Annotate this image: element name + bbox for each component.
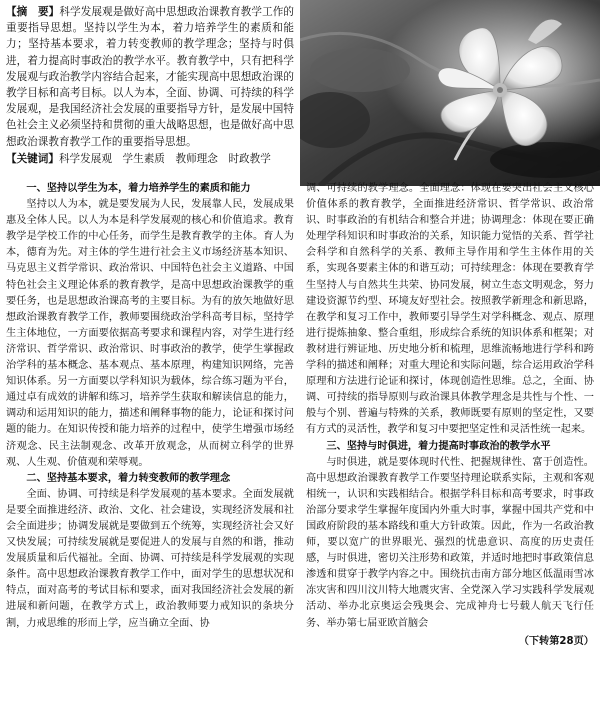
abstract-label: 【摘 要】 <box>6 6 60 18</box>
abstract-text: 科学发展观是做好高中思想政治课教育教学工作的重要指导思想。坚持以学生为本，着力培养学生的素质和能力；坚持基本要求，着力转变教师的教学理念；坚持与时俱进，着力提高时事政治的教学水平。教育教学中，只有把科学发展观与政治教学内容结合起来，才能实现高中思想政治课的教学目标和高考目标。以人为本，全面、协调、可持续的科学发展观，是我国经济社会发展的重要指导方针，是发展中国特色社会主义必须坚持和贯彻的重大战略思想，也是做好高中思想政治课教育教学工作的重要指导思想。 <box>6 6 295 148</box>
flower-photo <box>300 0 600 186</box>
section-1-paragraph: 坚持以人为本，就是要发展为人民，发展靠人民，发展成果惠及全体人民。以人为本是科学发展观的核心和价值追求。教育教学是学校工作的中心任务，而学生是教育教学的主体。育人为本，德育为先。对主体的学生进行社会主义市场经济基本知识、马克思主义哲学常识、政治常识、中国特色社会主义道路、中国特色社会主义理论体系的教育教学，是高中思想政治课教学的重要任务，也是思想政治课高考的主要目标。为有的放矢地做好思想政治课教育教学工作，教师要围绕政治学科高考目标，坚持学生主体地位，一方面要依据高考要求和课程内容，对学生进行经济常识、哲学常识、政治常识、时事政治的教学，使学生掌握政治学科的基本概念、基本观点、基本原理，构建知识网络，完善知识体系。另一方面要以学科知识为载体，综合练习题为平台，通过卓有成效的讲解和练习，培养学生获取和解读信息的能力，调动和运用知识的能力，描述和阐释事物的能力，论证和探讨问题的能力。在知识传授和能力培养的过程中，使学生增强市场经济观念、民主法制观念、改革开放观念，从而树立科学的世界观、人生观、价值观和荣辱观。 <box>6 199 294 468</box>
keywords-label: 【关键词】 <box>6 152 59 165</box>
left-column <box>6 181 294 632</box>
abstract-block <box>6 4 294 167</box>
section-3-paragraph: 与时俱进，就是要体现时代性、把握规律性、富于创造性。高中思想政治课教育教学工作要坚持理论联系实际，主观和客观相统一，认识和实践相结合。根据学科目标和高考要求，时事政治部分要求学生掌握年度国内外重大时事，掌握中国共产党和中国政府阶段的基本路线和重大方针政策。因此，作为一名政治教师，要以宽广的世界眼光、强烈的忧患意识、高度的历史责任感，与时俱进，密切关注形势和政策，并适时地把时事政策信息渗透和贯穿于教学内容之中。围绕抗击南方部分地区低温雨雪冰冻灾害和四川汶川特大地震灾害、全党深入学习实践科学发展观活动、举办北京奥运会残奥会、完成神舟七号载人航天飞行任务、举办第七届亚欧首脑会 <box>306 456 594 629</box>
right-column <box>306 181 594 650</box>
section-heading-2: 二、坚持基本要求，着力转变教师的教学理念 <box>26 472 231 484</box>
section-2-paragraph-continued: 调、可持续的教学理念。全面理念：体现在要突出社会主义核心价值体系的教育教学，全面推进经济常识、哲学常识、政治常识、时事政治的有机结合和整合并进；协调理念：体现在要正确处理学科知识和时事政治的关系，知识能力觉悟的关系、哲学社会科学和自然科学的关系、教师主导作用和学生主体作用的关系，实现各要素主体的和谐互动；可持续理念：体现在要教育学生坚持人与自然共生共荣、协同发展，树立生态文明观念，努力建设资源节约型、环境友好型社会。按照教学新理念和新思路，在教学和复习工作中，教师要引导学生对学科概念、观点、原理进行提炼抽象、整合重组，形成综合系统的知识体系和框架；对教材进行辨证地、历史地分析和梳理，思维流畅地进行学科和跨学科的描述和阐释；对重大理论和实际问题，综合运用政治学科原理和方法进行论证和探讨，体现创造性思维。总之，全面、协调、可持续的指导原则与政治课具体教学理念是共性与个性、一般与个别、普遍与特殊的关系，教师既要有原则的坚定性，又要有方式的灵活性，教学和复习中要把坚定性和灵活性统一起来。 <box>306 183 594 436</box>
continued-note: （下转第28页） <box>518 635 594 647</box>
keywords-text: 科学发展观 学生素质 教师理念 时政教学 <box>58 152 271 165</box>
section-heading-1: 一、坚持以学生为本，着力培养学生的素质和能力 <box>26 183 251 194</box>
section-2-paragraph: 全面、协调、可持续是科学发展观的基本要求。全面发展就是要全面推进经济、政治、文化、社会建设，实现经济发展和社会全面进步；协调发展就是要做到五个统筹，实现经济社会又好又快发展；可持续发展就是要促进人的发展与自然的和谐，推动发展质量和后代福祉。全面、协调、可持续是科学发展观的实现条件。高中思想政治课教育教学工作中，面对学生的思想状况和特点，面对高考的考试目标和要求，面对我国经济社会发展的新进展和新问题，在教学方式上，政治教师要力戒知识的条块分割，力戒思维的形而上学，应当确立全面、协 <box>6 488 294 629</box>
section-heading-3: 三、坚持与时俱进，着力提高时事政治的教学水平 <box>326 440 551 452</box>
